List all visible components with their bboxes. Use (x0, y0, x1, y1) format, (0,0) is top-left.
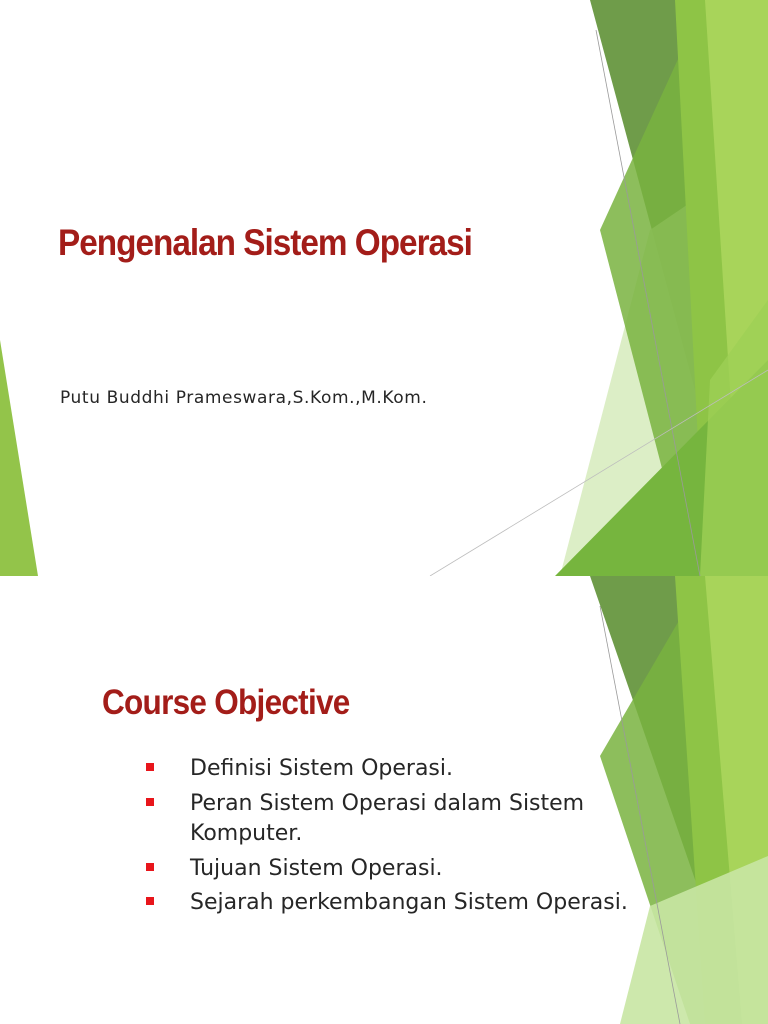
square-bullet-icon (146, 897, 154, 905)
slide-course-objective (0, 576, 768, 1024)
list-item (142, 789, 702, 850)
list-item-text: Definisi Sistem Operasi. (190, 756, 453, 781)
objective-list (142, 754, 702, 923)
square-bullet-icon (146, 863, 154, 871)
list-item-text: Sejarah perkembangan Sistem Operasi. (190, 890, 628, 915)
list-item-text: Tujuan Sistem Operasi. (190, 855, 443, 881)
slide-title-heading: Pengenalan Sistem Operasi (58, 222, 472, 263)
list-item-text: Peran Sistem Operasi dalam Sistem Komputer. (190, 790, 585, 846)
square-bullet-icon (146, 763, 154, 771)
presenter-name: Putu Buddhi Prameswara,S.Kom.,M.Kom. (60, 388, 428, 408)
square-bullet-icon (146, 798, 154, 806)
list-item (142, 754, 702, 785)
course-objective-heading: Course Objective (102, 683, 350, 722)
list-item (142, 854, 702, 885)
list-item (142, 888, 702, 919)
